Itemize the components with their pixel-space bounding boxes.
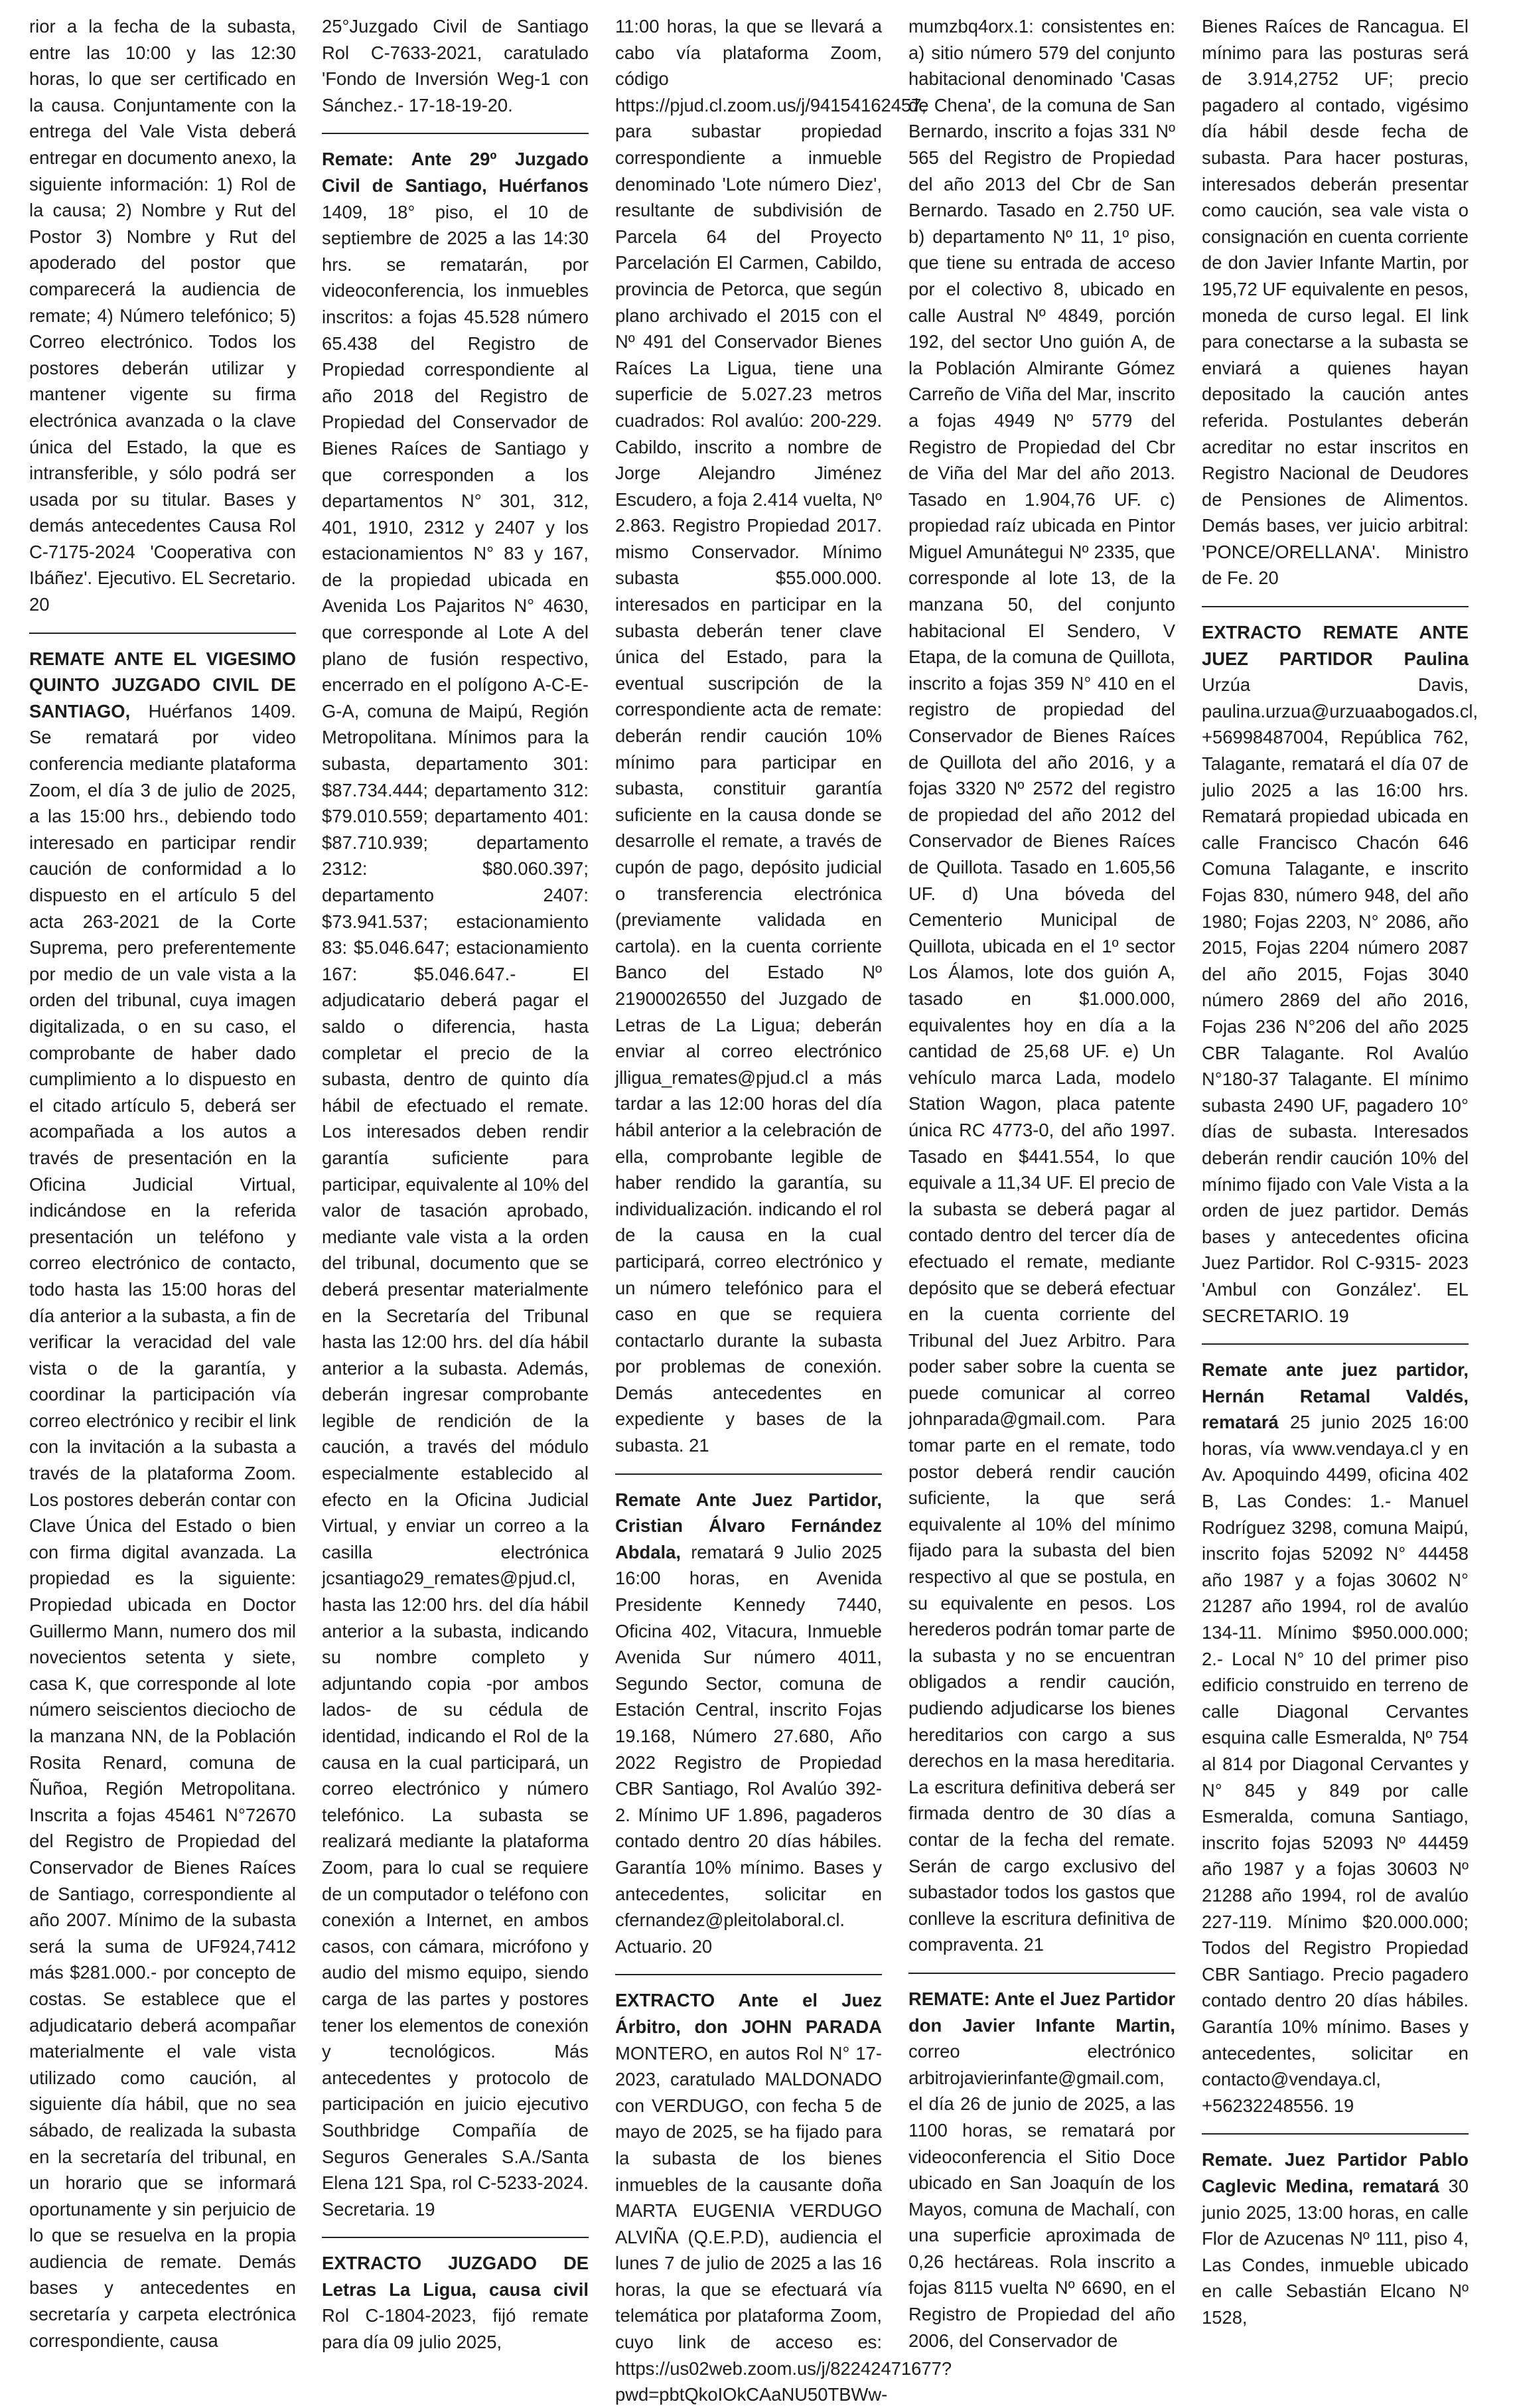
notice-body: Urzúa Davis, paulina.urzua@urzuaabogados.cl, +56998487004, República 762, Talagante, rematará el día 07 de julio 2025 a las 16:00 hrs. Rematará propiedad ubicada en calle Francisco Chacón 646 Comuna Talagante, e inscrito Fojas 830, número 948, del año 1980; Fojas 2203, N° 2086, año 2015, Fojas 2204 número 2087 del año 2015, Fojas 3040 número 2869 del año 2016, Fojas 236 N°206 del año 2025 CBR Talagante. Rol Avalúo N°180-37 Talagante. El mínimo subasta 2490 UF, pagadero 10° días de subasta. Interesados deberán rendir caución 10% del mínimo fijado con Vale Vista a la orden de juez partidor. Demás bases y antecedentes oficina Juez Partidor. Rol C-9315- 2023 'Ambul con González'. EL SECRETARIO. 19 — [1202, 674, 1478, 1326]
notice-body: correo electrónico arbitrojavierinfante@gmail.com, el día 26 de junio de 2025, a las 1100 horas, se rematará por videoconferencia el Sitio Doce ubicado en San Joaquín de los Mayos, comuna de Machalí, con una superficie aproximada de 0,26 hectáreas. Rola inscrito a fojas 8115 vuelta Nº 6690, en el Registro de Propiedad del año 2006, del Conservador de — [908, 2041, 1175, 2351]
notice-divider — [1202, 2133, 1469, 2135]
notice-text: 25°Juzgado Civil de Santiago Rol C-7633-2021, caratulado 'Fondo de Inversión Weg-1 con Sánchez.- 17-18-19-20. — [322, 16, 589, 115]
notice-heading: Remate: Ante 29º Juzgado Civil de Santiago, Huérfanos — [322, 149, 589, 196]
notice-body: 30 junio 2025, 13:00 horas, en calle Flor de Azucenas Nº 111, piso 4, Las Condes, inmueble ubicado en calle Sebastián Elcano Nº 1528, — [1202, 2175, 1469, 2328]
notice-body: rematará 9 Julio 2025 16:00 horas, en Avenida Presidente Kennedy 7440, Oficina 402, Vitacura, Inmueble Avenida Sur número 4011, Segundo Sector, comuna de Estación Central, inscrito Fojas 19.168, Número 27.680, Año 2022 Registro de Propiedad CBR Santiago, Rol Avalúo 392-2. Mínimo UF 1.896, pagaderos contado dentro 20 días hábiles. Garantía 10% mínimo. Bases y antecedentes, solicitar en cfernandez@pleitolaboral.cl. Actuario. 20 — [615, 1541, 882, 1957]
notice — [1202, 1357, 1469, 2119]
notice-body: Rol C-1804-2023, fijó remate para día 09 julio 2025, — [322, 2305, 589, 2353]
column-4 — [908, 13, 1175, 2351]
notice — [615, 1987, 952, 2408]
notice — [322, 2250, 589, 2355]
notice-heading: EXTRACTO Ante el Juez Árbitro, don JOHN PARADA — [615, 1990, 882, 2037]
column-5 — [1202, 13, 1478, 2328]
notice — [615, 1487, 882, 1960]
notice-text: rior a la fecha de la subasta, entre las 10:00 y las 12:30 horas, lo que ser certificado en la causa. Conjuntamente con la entrega del Vale Vista deberá entregar en documento anexo, la siguiente información: 1) Rol de la causa; 2) Nombre y Rut del Postor 3) Nombre y Rut del apoderado del postor que comparecerá la audiencia de remate; 4) Número telefónico; 5) Correo electrónico. Todos los postores deberán utilizar y mantener vigente su firma electrónica avanzada o la clave única del Estado, la que es intransferible, y sólo podrá ser usada por su titular. Bases y demás antecedentes Causa Rol C-7175-2024 'Cooperativa con Ibáñez'. Ejecutivo. EL Secretario. 20 — [29, 16, 297, 615]
column-2 — [322, 13, 589, 2353]
notice-text: 11:00 horas, la que se llevará a cabo vía plataforma Zoom, código https://pjud.cl.zoom.us/j/94154162457, para subastar propiedad correspondiente a inmueble denominado 'Lote número Diez', resultante de subdivisión de Parcela 64 del Proyecto Parcelación El Carmen, Cabildo, provincia de Petorca, que según plano archivado el 2015 con el Nº 491 del Conservador Bienes Raíces La Ligua, tiene una superficie de 5.027.23 metros cuadrados: Rol avalúo: 200-229. Cabildo, inscrito a nombre de Jorge Alejandro Jiménez Escudero, a foja 2.414 vuelta, Nº 2.863. Registro Propiedad 2017. mismo Conservador. Mínimo subasta $55.000.000. interesados en participar en la subasta deberán tener clave única del Estado, para la eventual suscripción de la correspondiente acta de remate: deberán rendir caución 10% mínimo para participar en subasta, constituir garantía suficiente en la causa donde se desarrolle el remate, a través de cupón de pago, depósito judicial o transferencia electrónica (previamente validada en cartola). en la cuenta corriente Banco del Estado Nº 21900026550 del Juzgado de Letras de La Ligua; deberán enviar al correo electrónico jlligua_remates@pjud.cl a más tardar a las 12:00 horas del día hábil anterior a la celebración de ella, comprobante legible de haber rendido la garantía, su individualización. indicando el rol de la causa en la cual participará, correo electrónico y un número telefónico para el caso en que se requiera contactarlo durante la subasta por problemas de conexión. Demás antecedentes en expediente y bases de la subasta. 21 — [615, 16, 926, 1456]
notice-heading: Remate ante juez partidor, Hernán Retamal Valdés, rematará — [1202, 1359, 1469, 1433]
notice — [1202, 619, 1478, 1329]
notice — [908, 1986, 1175, 2354]
notice-divider — [29, 633, 296, 634]
notice-divider — [908, 1973, 1175, 1974]
notice-divider — [322, 2237, 589, 2238]
column-1 — [29, 13, 297, 2351]
notice-body: Huérfanos 1409. Se rematará por video conferencia mediante plataforma Zoom, el día 3 de julio de 2025, a las 15:00 hrs., debiendo todo interesado en participar rendir caución de conformidad a lo dispuesto en el artículo 5 del acta 263-2021 de la Corte Suprema, pero preferentemente por medio de un vale vista a la orden del tribunal, cuya imagen digitalizada, o en su caso, el comprobante de haber dado cumplimiento a lo dispuesto en el citado artículo 5, deberá ser acompañada a los autos a través de presentación en la Oficina Judicial Virtual, indicándose en la referida presentación un teléfono y correo electrónico de contacto, todo hasta las 15:00 horas del día anterior a la subasta, a fin de verificar la veracidad del vale vista o de la garantía, y coordinar la participación vía correo electrónico y recibir el link con la invitación a la subasta a través de la plataforma Zoom. Los postores deberán contar con Clave Única del Estado o bien con firma digital avanzada. La propiedad es la siguiente: Propiedad ubicada en Doctor Guillermo Mann, numero dos mil novecientos setenta y siete, casa K, que corresponde al lote número seiscientos dieciocho de la manzana NN, de la Población Rosita Renard, comuna de Ñuñoa, Región Metropolitana. Inscrita a fojas 45461 N°72670 del Registro de Propiedad del Conservador de Bienes Raíces de Santiago, correspondiente al año 2007. Mínimo de la subasta será la suma de UF924,7412 más $281.000.- por concepto de costas. Se establece que el adjudicatario deberá acompañar materialmente el vale vista utilizado como caución, al siguiente día hábil, que no sea sábado, de realizada la subasta en la secretaría del tribunal, en un horario que se informará oportunamente y sin perjuicio de lo que se resuelva en la propia audiencia de remate. Demás bases y antecedentes en secretaría y carpeta electrónica correspondiente, causa — [29, 700, 296, 2351]
notice-body: MONTERO, en autos Rol N° 17-2023, caratulado MALDONADO con VERDUGO, con fecha 5 de mayo de 2025, se ha fijado para la subasta de los bienes inmuebles de la causante doña MARTA EUGENIA VERDUGO ALVIÑA (Q.E.P.D), audiencia el lunes 7 de julio de 2025 a las 16 horas, la que se efectuará vía telemática por plataforma Zoom, cuyo link de acceso es: https://us02web.zoom.us/j/82242471677?pwd=pbtQkoIOkCAaNU50TBWw- — [615, 2042, 952, 2405]
notice-heading: REMATE: Ante el Juez Partidor don Javier Infante Martin, — [908, 1988, 1175, 2036]
notice-heading: REMATE ANTE EL VIGESIMO QUINTO JUZGADO CIVIL DE SANTIAGO, — [29, 648, 296, 721]
notice-divider — [322, 133, 589, 134]
notice-text: mumzbq4orx.1: consistentes en: a) sitio número 579 del conjunto habitacional denominado 'Casas de Chena', de la comuna de San Bernardo, inscrito a fojas 331 Nº 565 del Registro de Propiedad del año 2013 del Cbr de San Bernardo. Tasado en 2.750 UF. b) departamento Nº 11, 1º piso, que tiene su entrada de acceso por el colectivo 8, ubicado en calle Austral Nº 4849, porción 192, del sector Uno guión A, de la Población Almirante Gómez Carreño de Viña del Mar, inscrito a fojas 4949 Nº 5779 del Registro de Propiedad del Cbr de Viña del Mar del año 2013. Tasado en 1.904,76 UF. c) propiedad raíz ubicada en Pintor Miguel Amunátegui Nº 2335, que corresponde al lote 13, de la manzana 50, del conjunto habitacional El Sendero, V Etapa, de la comuna de Quillota, inscrito a fojas 359 N° 410 en el registro de propiedad del Conservador de Bienes Raíces de Quillota del año 2016, y a fojas 3320 Nº 2572 del registro de propiedad del año 2012 del Conservador de Bienes Raíces de Quillota. Tasado en 1.605,56 UF. d) Una bóveda del Cementerio Municipal de Quillota, ubicada en el 1º sector Los Álamos, lote dos guión A, tasado en $1.000.000, equivalentes hoy en día a la cantidad de 25,68 UF. e) Un vehículo marca Lada, modelo Station Wagon, placa patente única RC 4773-0, del año 1997. Tasado en $441.554, lo que equivale a 11,34 UF. El precio de la subasta se deberá pagar al contado dentro del tercer día de efectuado el remate, mediante depósito que se deberá efectuar en la cuenta corriente del Tribunal del Juez Arbitro. Para poder saber sobre la cuenta se puede comunicar al correo johnparada@gmail.com. Para tomar parte en el remate, todo postor deberá rendir caución suficiente, la que será equivalente al 10% del mínimo fijado para la subasta del bien respectivo al que se postula, en su equivalente en pesos. Los herederos podrán tomar parte de la subasta y no se encuentran obligados a rendir caución, pudiendo adjudicarse los bienes hereditarios con cargo a sus derechos en la masa hereditaria. La escritura definitiva deberá ser firmada dentro de 30 días a contar de la fecha del remate. Serán de cargo exclusivo del subastador todos los gastos que conlleve la escritura definitiva de compraventa. 21 — [908, 16, 1175, 1955]
notice — [322, 146, 589, 2222]
notice-heading: EXTRACTO REMATE ANTE JUEZ PARTIDOR Paulina — [1202, 622, 1469, 669]
notice-divider — [1202, 606, 1469, 607]
notice — [29, 646, 296, 2354]
notice — [1202, 2146, 1469, 2330]
notice-body: 1409, 18° piso, el 10 de septiembre de 2025 a las 14:30 hrs. se rematarán, por videoconferencia, los inmuebles inscritos: a fojas 45.528 número 65.438 del Registro de Propiedad correspondiente al año 2018 del Registro de Propiedad del Conservador de Bienes Raíces de Santiago y que corresponden a los departamentos N° 301, 312, 401, 1910, 2312 y 2407 y los estacionamientos N° 83 y 167, de la propiedad ubicada en Avenida Los Pajaritos N° 4630, que corresponde al Lote A del plano de fusión respectivo, encerrado en el polígono A-C-E-G-A, comuna de Maipú, Región Metropolitana. Mínimos para la subasta, departamento 301: $87.734.444; departamento 312: $79.010.559; departamento 401: $87.710.939; departamento 2312: $80.060.397; departamento 2407: $73.941.537; estacionamiento 83: $5.046.647; estacionamiento 167: $5.046.647.- El adjudicatario deberá pagar el saldo o diferencia, hasta completar el precio de la subasta, dentro de quinto día hábil de efectuado el remate. Los interesados deben rendir garantía suficiente para participar, equivalente al 10% del valor de tasación aprobado, mediante vale vista a la orden del tribunal, documento que se deberá presentar materialmente en la Secretaría del Tribunal hasta las 12:00 hrs. del día hábil anterior a la subasta. Además, deberán ingresar comprobante legible de rendición de la caución, a través del módulo especialmente establecido al efecto en la Oficina Judicial Virtual, y enviar un correo a la casilla electrónica jcsantiago29_remates@pjud.cl, hasta las 12:00 hrs. del día hábil anterior a la subasta, indicando su nombre completo y adjuntando copia -por ambos lados- de su cédula de identidad, indicando el Rol de la causa en la cual participará, un correo electrónico y número telefónico. La subasta se realizará mediante la plataforma Zoom, para lo cual se requiere de un computador o teléfono con conexión a Internet, en ambos casos, con cámara, micrófono y audio del mismo equipo, siendo carga de las partes y postores tener los elementos de conexión y tecnológicos. Más antecedentes y protocolo de participación en juicio ejecutivo Southbridge Compañía de Seguros Generales S.A./Santa Elena 121 Spa, rol C-5233-2024. Secretaria. 19 — [322, 201, 589, 2220]
notice-divider — [1202, 1343, 1469, 1345]
notice-heading: Remate Ante Juez Partidor, Cristian Álvaro Fernández Abdala, — [615, 1489, 882, 1562]
notice-heading: EXTRACTO JUZGADO DE Letras La Ligua, causa civil — [322, 2253, 589, 2300]
notice-divider — [615, 1974, 882, 1975]
notice-heading: Remate. Juez Partidor Pablo Caglevic Medina, rematará — [1202, 2149, 1469, 2196]
column-3 — [615, 13, 952, 2405]
notice-body: 25 junio 2025 16:00 horas, vía www.vendaya.cl y en Av. Apoquindo 4499, oficina 402 B, Las Condes: 1.- Manuel Rodríguez 3298, comuna Maipú, inscrito fojas 52092 N° 44458 año 1987 y a fojas 30602 N° 21287 año 1994, rol de avalúo 134-11. Mínimo $950.000.000; 2.- Local N° 10 del primer piso edificio construido en terreno de calle Diagonal Cervantes esquina calle Esmeralda, Nº 754 al 814 por Diagonal Cervantes y N° 845 y 849 por calle Esmeralda, comuna Santiago, inscrito fojas 52093 Nº 44459 año 1987 y a fojas 30603 Nº 21288 año 1994, rol de avalúo 227-119. Mínimo $20.000.000; Todos del Registro Propiedad CBR Santiago. Precio pagadero contado dentro 20 días hábiles. Garantía 10% mínimo. Bases y antecedentes, solicitar en contacto@vendaya.cl, +56232248556. 19 — [1202, 1412, 1469, 2116]
notice-text: Bienes Raíces de Rancagua. El mínimo para las posturas será de 3.914,2752 UF; precio pagadero al contado, vigésimo día hábil desde fecha de subasta. Para hacer posturas, interesados deberán presentar como caución, sea vale vista o consignación en cuenta corriente de don Javier Infante Martin, por 195,72 UF equivalente en pesos, moneda de curso legal. El link para conectarse a la subasta se enviará a quienes hayan depositado la caución antes referida. Postulantes deberán acreditar no estar inscritos en Registro Nacional de Deudores de Pensiones de Alimentos. Demás bases, ver juicio arbitral: 'PONCE/ORELLANA'. Ministro de Fe. 20 — [1202, 16, 1469, 589]
notice-divider — [615, 1473, 882, 1475]
